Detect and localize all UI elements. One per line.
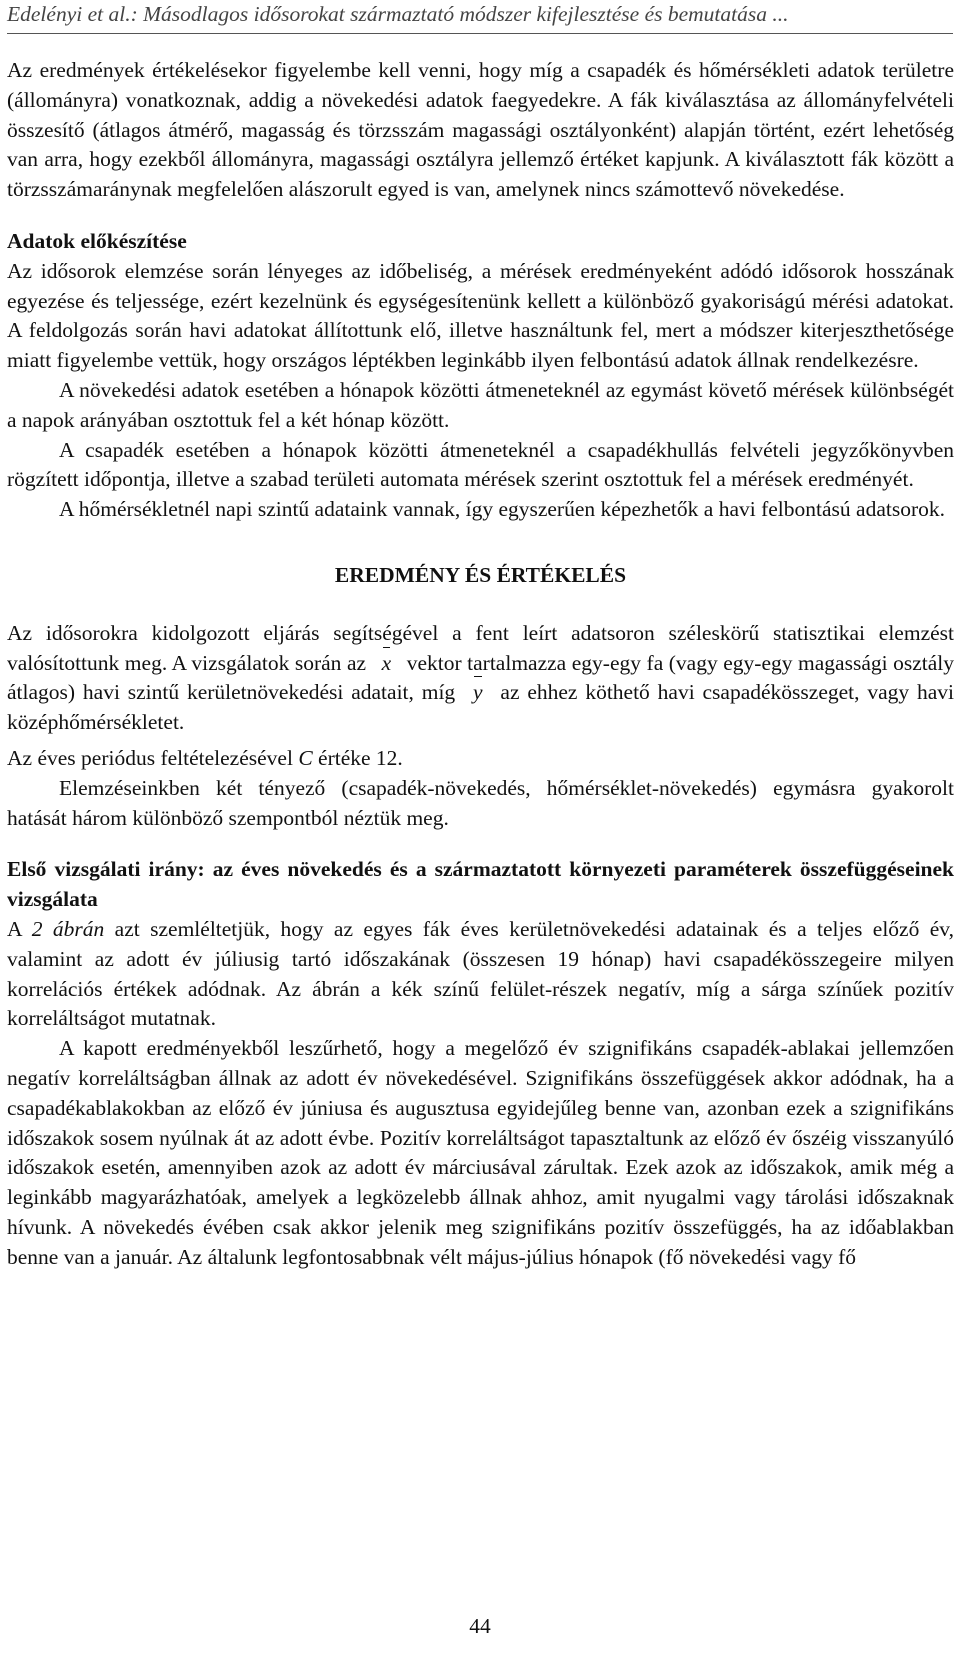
paragraph-figure-2-part1: A [7, 916, 22, 941]
page-body [7, 56, 954, 1272]
paragraph-temperature: A hőmérsékletnél napi szintű adataink vannak, így egyszerűen képezhetők a havi felbontású adatsorok. [59, 497, 945, 522]
paragraph-period [7, 744, 954, 774]
vector-y: y [463, 678, 493, 708]
paragraph-period-part2: értéke 12. [318, 745, 403, 770]
page-number: 44 [469, 1614, 491, 1638]
paragraph-method-part3: az ehhez köthető havi csapadékösszeget, vagy havi középhőmérsékletet. [7, 680, 955, 735]
paragraph-method [7, 619, 954, 738]
paragraph-method-part1: Az idősorokra kidolgozott eljárás segítségével a fent leírt adatsoron széleskörű statisztikai elemzést valósítottunk meg. A vizsgálatok során az [7, 620, 954, 675]
paragraph-figure-2 [7, 915, 954, 1034]
paragraph-precipitation: A csapadék esetében a hónapok közötti átmeneteknél a csapadékhullás felvételi jegyzőkönyvben rögzített időpontja, illetve a szabad területi automata mérések szerint osztottuk fel a mérések eredményét. [7, 437, 954, 492]
subheading-first-direction: Első vizsgálati irány: az éves növekedés és a származtatott környezeti paraméterek összefüggéseinek vizsgálata [7, 857, 954, 912]
subheading-data-preparation: Adatok előkészítése [7, 228, 187, 253]
vector-x: x [372, 649, 402, 679]
symbol-c: C [298, 745, 313, 770]
paragraph-period-part1: Az éves periódus feltételezésével [7, 745, 293, 770]
paragraph-figure-2-part2: azt szemléltetjük, hogy az egyes fák éves kerületnövekedési adatainak és a teljes előző év, valamint az adott év júliusig tartó időszakának (összesen 19 hónap) havi csapadékösszegeire milyen korrelációs értékek adódnak. Az ábrán a kék színű felület-részek negatív, míg a sárga színűek pozitív korreláltságot mutatnak. [7, 916, 955, 1031]
paragraph-growth-data: A növekedési adatok esetében a hónapok közötti átmeneteknél az egymást követő mérések különbségét a napok arányában osztottuk fel a két hónap között. [7, 377, 954, 432]
running-header: Edelényi et al.: Másodlagos idősorokat származtató módszer kifejlesztése és bemutatása ... [7, 2, 789, 26]
paragraph-findings: A kapott eredményekből leszűrhető, hogy a megelőző év szignifikáns csapadék-ablakai jellemzően negatív korreláltságban állnak az adott év növekedésével. Szignifikáns összefüggések akkor adódnak, ha a csapadékablakokban az előző év júniusa és augusztusa egyidejűleg benne van, azonban ezek a szignifikáns időszakok sosem nyúlnak át az adott évbe. Pozitív korreláltságot tapasztaltunk az előző év őszéig visszanyúló időszakok esetén, amennyiben azok az adott év márciusával zárultak. Ezek azok az időszakok, amik még a leginkább magyarázhatóak, amelyek a legközelebb állnak ahhoz, amit nyugalmi vagy tárolási időszaknak hívunk. A növekedés évében csak akkor jelenik meg szignifikáns pozitív összefüggés, ha az időablakban benne van a január. Az általunk legfontosabbnak vélt május-július hónapok (fő növekedési vagy fő [7, 1036, 954, 1269]
section-title: EREDMÉNY ÉS ÉRTÉKELÉS [334, 562, 627, 587]
paragraph-method-part2: vektor tartalmazza egy-egy fa (vagy egy-egy magassági osztály átlagos) havi szintű kerületnövekedési adatait, míg [7, 650, 955, 705]
paragraph-data-preparation: Az idősorok elemzése során lényeges az időbeliség, a mérések eredményeként adódó idősorok hosszának egyezése és teljessége, ezért kezelnünk és egységesítenünk kellett a különböző gyakoriságú mérési adatokat. A feldolgozás során havi adatokat állítottunk elő, illetve használtunk fel, mert a módszer kiterjeszthetősége miatt figyelembe vettük, hogy országos léptékben leginkább ilyen felbontású adatok állnak rendelkezésre. [7, 258, 954, 373]
paragraph-analysis-aspects: Elemzéseinkben két tényező (csapadék-növekedés, hőmérséklet-növekedés) egymásra gyakorolt hatását három különböző szempontból néztük meg. [7, 775, 954, 830]
figure-reference: 2 ábrán [31, 916, 105, 941]
header-rule [7, 33, 953, 34]
paragraph-results-note: Az eredmények értékelésekor figyelembe kell venni, hogy míg a csapadék és hőmérsékleti adatok területre (állományra) vonatkoznak, addig a növekedési adatok faegyedekre. A fák kiválasztása az állományfelvételi összesítő (átlagos átmérő, magasság és törzsszám magassági osztályonként) alapján történt, ezért lehetőség van arra, hogy ezekből állományra, magassági osztályra jellemző értéket kapjunk. A kiválasztott fák között a törzsszámaránynak megfelelően alászorult egyed is van, amelynek nincs számottevő növekedése. [7, 58, 954, 202]
